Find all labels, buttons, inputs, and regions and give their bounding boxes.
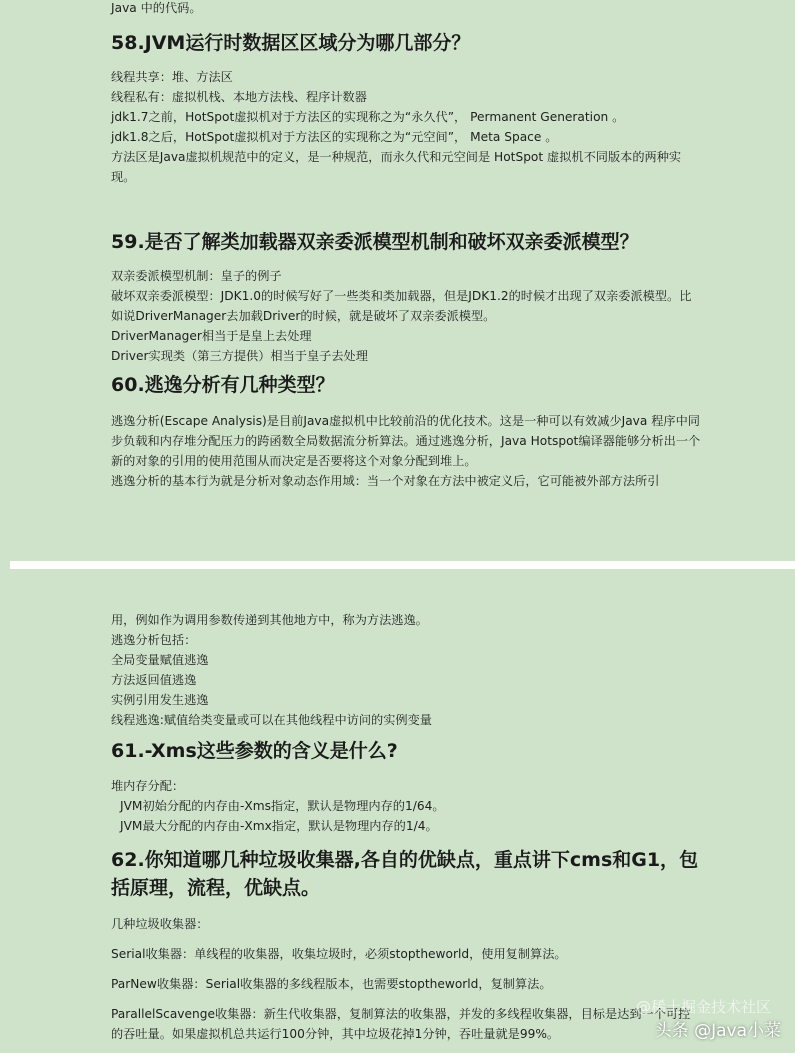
heading-q62: 62.你知道哪几种垃圾收集器,各自的优缺点，重点讲下cms和G1，包括原理，流程，优缺点。 <box>111 849 699 899</box>
q59-body <box>111 266 775 366</box>
q60-cont-line: 逃逸分析包括： <box>111 633 197 647</box>
q62-line: ParallelScavenge收集器：新生代收集器，复制算法的收集器，并发的多线程收集器，目标是达到一个可控的吞吐量。如果虚拟机总共运行100分钟，其中垃圾花掉1分钟，吞吐量就是99%。 <box>111 1007 691 1041</box>
q60-cont-line: 全局变量赋值逃逸 <box>111 653 209 667</box>
document-page-2 <box>0 569 795 1053</box>
q59-line: 破坏双亲委派模型：JDK1.0的时候写好了一些类和类加载器，但是JDK1.2的时候才出现了双亲委派模型。比如说DriverManager去加载Driver的时候，就是破坏了双亲委派模型。 <box>111 289 692 323</box>
q60-cont-line: 方法返回值逃逸 <box>111 673 197 687</box>
page-gap-edge <box>0 561 10 569</box>
watermark-faint: @稀土掘金技术社区 <box>635 998 771 1016</box>
q58-line: 线程私有：虚拟机栈、本地方法栈、程序计数器 <box>111 90 367 104</box>
q60-body <box>111 411 775 491</box>
q62-line: ParNew收集器：Serial收集器的多线程版本，也需要stoptheworld，复制算法。 <box>111 977 552 991</box>
q59-line: DriverManager相当于是皇上去处理 <box>111 329 312 343</box>
q59-line: 双亲委派模型机制：皇子的例子 <box>111 269 282 283</box>
q61-line: JVM最大分配的内存由-Xmx指定，默认是物理内存的1/4。 <box>120 819 438 833</box>
q60-cont-line: 线程逃逸:赋值给类变量或可以在其他线程中访问的实例变量 <box>111 713 432 727</box>
heading-q58: 58.JVM运行时数据区区域分为哪几部分？ <box>111 32 471 54</box>
q58-body <box>111 67 775 187</box>
q60-line: 逃逸分析(Escape Analysis)是目前Java虚拟机中比较前沿的优化技术。这是一种可以有效减少Java 程序中同步负载和内存堆分配压力的跨函数全局数据流分析算法。通过逃逸分析，Java Hotspot编译器能够分析出一个新的对象的引用的使用范围从而决定是否要将这个对象分配到堆上。 <box>111 414 701 468</box>
q60-continued <box>111 610 775 730</box>
q62-line: 几种垃圾收集器： <box>111 917 209 931</box>
intro-tail: Java 中的代码。 <box>111 1 202 15</box>
heading-q60: 60.逃逸分析有几种类型？ <box>111 374 335 396</box>
q58-line: 方法区是Java虚拟机规范中的定义，是一种规范，而永久代和元空间是 HotSpot 虚拟机不同版本的两种实现。 <box>111 150 682 184</box>
q61-line: 堆内存分配： <box>111 779 185 793</box>
q60-line: 逃逸分析的基本行为就是分析对象动态作用域：当一个对象在方法中被定义后，它可能被外部方法所引 <box>111 474 660 488</box>
q60-cont-line: 用，例如作为调用参数传递到其他地方中，称为方法逃逸。 <box>111 613 428 627</box>
q61-body <box>111 776 775 836</box>
q61-line: JVM初始分配的内存由-Xms指定，默认是物理内存的1/64。 <box>120 799 445 813</box>
heading-q59: 59.是否了解类加载器双亲委派模型机制和破坏双亲委派模型？ <box>111 231 639 253</box>
q58-line: jdk1.7之前，HotSpot虚拟机对于方法区的实现称之为“永久代”， Permanent Generation 。 <box>111 110 625 124</box>
q62-line: Serial收集器：单线程的收集器，收集垃圾时，必须stoptheworld，使用复制算法。 <box>111 947 567 961</box>
q60-cont-line: 实例引用发生逃逸 <box>111 693 209 707</box>
watermark: 头条 @Java小菜 <box>654 1021 781 1041</box>
q58-line: jdk1.8之后，HotSpot虚拟机对于方法区的实现称之为“元空间”， Meta Space 。 <box>111 130 558 144</box>
heading-q61: 61.-Xms这些参数的含义是什么? <box>111 740 398 762</box>
q59-line: Driver实现类（第三方提供）相当于皇子去处理 <box>111 349 368 363</box>
q58-line: 线程共享：堆、方法区 <box>111 70 233 84</box>
